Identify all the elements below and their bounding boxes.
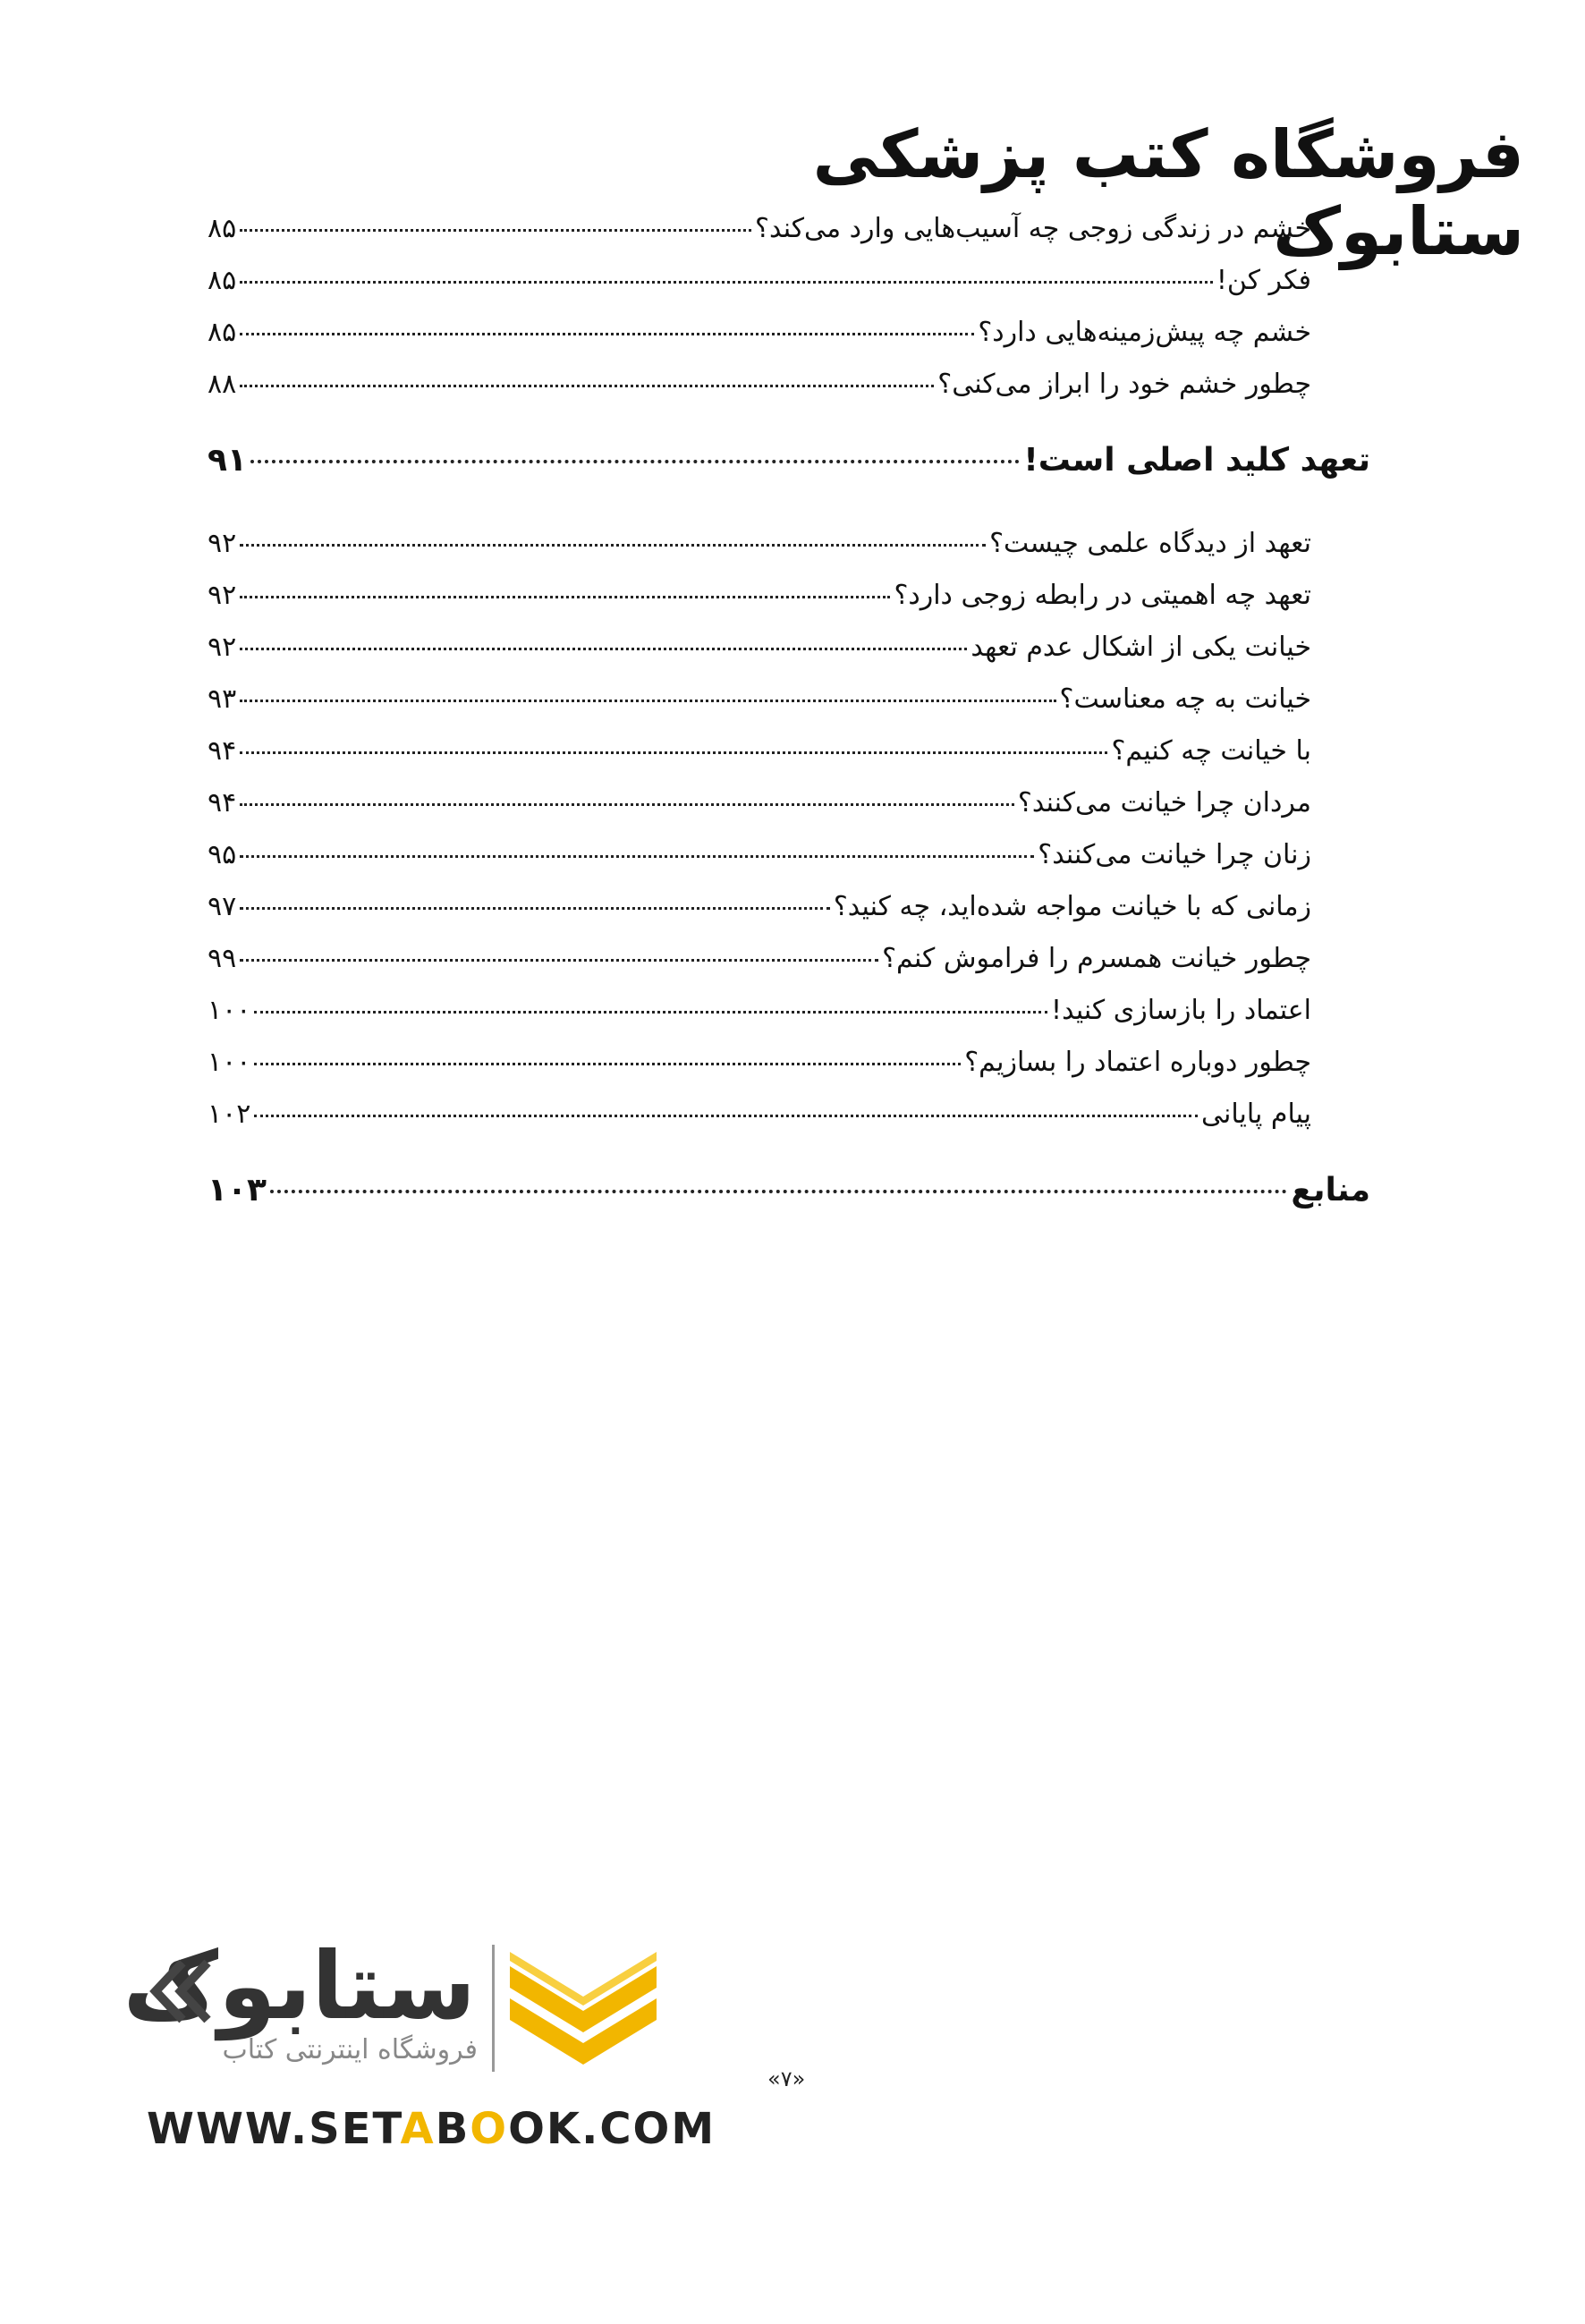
toc-entry[interactable] [208,528,1311,580]
toc-entry-label: چطور خیانت همسرم را فراموش کنم؟ [882,943,1311,974]
dot-leader [240,855,1034,858]
toc-entry[interactable] [208,1047,1311,1098]
toc-section-label: منابع [1291,1172,1370,1209]
toc-entry-label: خشم چه پیش‌زمینه‌هایی دارد؟ [978,317,1311,348]
toc-entry[interactable] [208,735,1311,787]
toc-entry[interactable] [208,632,1311,683]
toc-entry-page: ۹۲ [208,580,237,611]
logo-tagline: فروشگاه اینترنتی کتاب [222,2034,478,2065]
dot-leader [270,1190,1287,1193]
toc-entry-label: مردان چرا خیانت می‌کنند؟ [1017,787,1311,818]
toc-entry[interactable] [208,683,1311,735]
toc-entry[interactable] [208,891,1311,943]
toc-entry[interactable] [208,839,1311,891]
toc-entry-label: فکر کن! [1216,265,1311,296]
toc-entry[interactable] [208,943,1311,995]
toc-entry-page: ۸۸ [208,369,237,400]
dot-leader [240,281,1213,284]
site-url-suffix: OK.COM [508,2104,716,2154]
dot-leader [240,648,967,650]
toc-entry-label: زمانی که با خیانت مواجه شده‌اید، چه کنید؟ [833,891,1311,922]
toc-section-sources[interactable] [208,1172,1370,1234]
dot-leader [254,1011,1047,1014]
toc-entry-label: اعتماد را بازسازی کنید! [1051,995,1311,1026]
dot-leader [240,544,986,547]
dot-leader [240,596,890,598]
toc-entry-page: ۹۷ [208,891,237,922]
toc-entry-page: ۱۰۲ [208,1098,251,1130]
toc-entry-label: تعهد از دیدگاه علمی چیست؟ [989,528,1311,559]
toc-entry-page: ۹۹ [208,943,237,974]
toc-entry-page: ۸۵ [208,317,237,348]
toc-entry[interactable] [208,995,1311,1047]
toc-entry-page: ۱۰۰ [208,1047,251,1078]
toc-entry[interactable] [208,1098,1311,1150]
dot-leader [240,803,1014,806]
dot-leader [254,1063,961,1065]
toc-entry-label: با خیانت چه کنیم؟ [1111,735,1311,767]
toc-entry-label: خیانت یکی از اشکال عدم تعهد [970,632,1311,663]
toc-section-page: ۱۰۳ [208,1172,267,1209]
toc-section-label: تعهد کلید اصلی است! [1023,442,1370,479]
toc-entry-label: چطور خشم خود را ابراز می‌کنی؟ [937,369,1311,400]
toc-entry[interactable] [208,213,1311,265]
toc-entry[interactable] [208,369,1311,420]
page-header-title: فروشگاه کتب پزشکی ستابوک [812,116,1524,270]
logo-divider [492,1945,495,2072]
site-url[interactable] [147,2104,716,2154]
dot-leader [240,700,1055,702]
toc-entry-page: ۹۳ [208,683,237,715]
toc-entry-label: زنان چرا خیانت می‌کنند؟ [1038,839,1311,870]
site-url-prefix: WWW.SET [147,2104,401,2154]
dot-leader [240,959,878,962]
toc-entry-label: خشم در زندگی زوجی چه آسیب‌هایی وارد می‌کند؟ [755,213,1311,244]
logo-wordmark: ستابوک [123,1931,476,2040]
toc-entry[interactable] [208,265,1311,317]
toc-entry-page: ۹۲ [208,528,237,559]
dot-leader [254,1115,1198,1117]
toc-entry[interactable] [208,787,1311,839]
page-number: «۷» [767,2066,806,2091]
site-url-accent-o: O [470,2104,509,2154]
toc-entry-label: پیام پایانی [1201,1098,1311,1130]
site-url-middle: B [435,2104,470,2154]
toc-entry-page: ۱۰۰ [208,995,251,1026]
toc-entry[interactable] [208,317,1311,369]
double-chevron-icon [145,1955,216,2027]
toc-entry-page: ۹۵ [208,839,237,870]
dot-leader [240,907,830,910]
toc-entry-label: خیانت به چه معناست؟ [1059,683,1311,715]
toc-entry-label: تعهد چه اهمیتی در رابطه زوجی دارد؟ [894,580,1311,611]
toc-section-commitment[interactable] [208,442,1370,505]
site-url-accent-a: A [400,2104,436,2154]
toc-entry-page: ۹۲ [208,632,237,663]
dot-leader [240,751,1107,754]
book-chevron-icon [503,1948,664,2074]
dot-leader [240,229,751,232]
dot-leader [240,333,974,335]
dot-leader [250,460,1020,463]
toc-entry-page: ۹۴ [208,735,237,767]
toc-section-page: ۹۱ [208,442,247,479]
table-of-contents [208,213,1370,1234]
toc-entry-page: ۹۴ [208,787,237,818]
toc-entry[interactable] [208,580,1311,632]
toc-entry-page: ۸۵ [208,265,237,296]
dot-leader [240,385,934,387]
toc-entry-page: ۸۵ [208,213,237,244]
toc-entry-label: چطور دوباره اعتماد را بسازیم؟ [964,1047,1311,1078]
